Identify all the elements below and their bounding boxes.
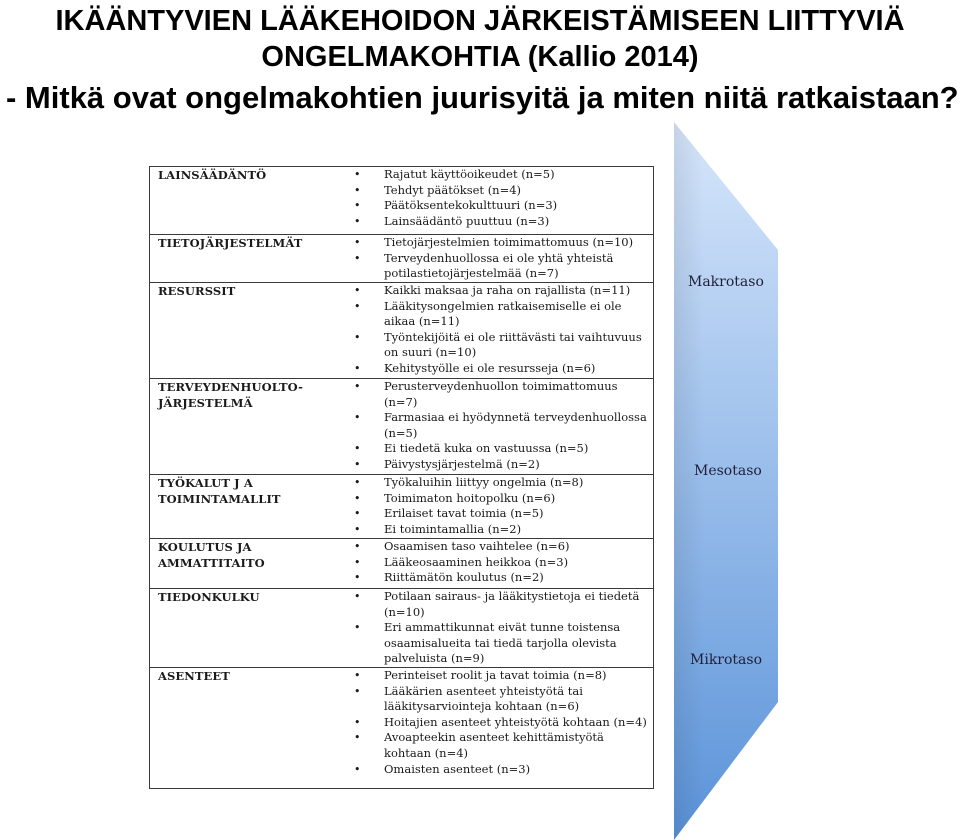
category-label: KOULUTUS JA AMMATTITAITO [158, 540, 265, 570]
issue-item: • Toimimaton hoitopolku (n=6) [346, 491, 653, 507]
level-arrow [674, 122, 780, 840]
issue-item: • Eri ammattikunnat eivät tunne toistensa osaamisalueita tai tiedä tarjolla olevista palveluista (n=9) [346, 620, 653, 667]
category-label: RESURSSIT [158, 284, 236, 298]
issue-item: • Lääkärien asenteet yhteistyötä tai lääkitysarviointeja kohtaan (n=6) [346, 684, 653, 715]
issue-list [346, 589, 653, 667]
category-label: ASENTEET [158, 669, 230, 683]
issue-item: • Osaamisen taso vaihtelee (n=6) [346, 539, 653, 555]
table-section-resurssit [150, 283, 653, 379]
issue-item: • Työkaluihin liittyy ongelmia (n=8) [346, 475, 653, 491]
level-label-meso: Mesotaso [694, 463, 762, 479]
issue-item: • Farmasiaa ei hyödynnetä terveydenhuollossa (n=5) [346, 410, 653, 441]
issue-list [346, 668, 653, 790]
issue-list [346, 475, 653, 538]
table-section-asenteet [150, 668, 653, 790]
issue-item: • Lääkeosaaminen heikkoa (n=3) [346, 555, 653, 571]
issue-item: • Erilaiset tavat toimia (n=5) [346, 506, 653, 522]
issue-item: • Lainsäädäntö puuttuu (n=3) [346, 214, 653, 230]
issue-item: • Kehitystyölle ei ole resursseja (n=6) [346, 361, 653, 377]
issue-item: • Omaisten asenteet (n=3) [346, 762, 653, 778]
category-label: TIEDONKULKU [158, 590, 260, 604]
slide-subtitle: - Mitkä ovat ongelmakohtien juurisyitä ja miten niitä ratkaistaan? [6, 80, 959, 115]
issue-item: • Tehdyt päätökset (n=4) [346, 183, 653, 199]
problem-area-table [149, 166, 654, 789]
issue-list [346, 167, 653, 234]
table-section-lainsaadanto [150, 167, 653, 235]
table-section-tietojarjestelmat [150, 235, 653, 283]
issue-item: • Ei toimintamallia (n=2) [346, 522, 653, 538]
issue-item: • Ei tiedetä kuka on vastuussa (n=5) [346, 441, 653, 457]
table-section-terveydenhuoltojarjestelma [150, 379, 653, 475]
issue-item: • Hoitajien asenteet yhteistyötä kohtaan (n=4) [346, 715, 653, 731]
table-section-koulutus [150, 539, 653, 589]
issue-item: • Tietojärjestelmien toimimattomuus (n=10) [346, 235, 653, 251]
issue-list [346, 235, 653, 282]
issue-item: • Päivystysjärjestelmä (n=2) [346, 457, 653, 473]
table-section-tyokalut [150, 475, 653, 539]
issue-list [346, 379, 653, 474]
issue-item: • Perusterveydenhuollon toimimattomuus (n=7) [346, 379, 653, 410]
level-label-micro: Mikrotaso [690, 652, 763, 668]
arrow-shade [674, 122, 704, 840]
title-line-1: IKÄÄNTYVIEN LÄÄKEHOIDON JÄRKEISTÄMISEEN LIITTYVIÄ [55, 5, 905, 37]
category-label: TYÖKALUT J A TOIMINTAMALLIT [158, 476, 281, 506]
issue-item: • Terveydenhuollossa ei ole yhtä yhteistä potilastietojärjestelmää (n=7) [346, 251, 653, 282]
issue-item: • Rajatut käyttöoikeudet (n=5) [346, 167, 653, 183]
level-label-macro: Makrotaso [688, 274, 764, 290]
issue-item: • Riittämätön koulutus (n=2) [346, 570, 653, 586]
category-label: TIETOJÄRJESTELMÄT [158, 236, 303, 250]
category-label: LAINSÄÄDÄNTÖ [158, 168, 267, 182]
table-section-tiedonkulku [150, 589, 653, 668]
issue-item: • Työntekijöitä ei ole riittävästi tai vaihtuvuus on suuri (n=10) [346, 330, 653, 361]
issue-item: • Kaikki maksaa ja raha on rajallista (n=11) [346, 283, 653, 299]
issue-item: • Perinteiset roolit ja tavat toimia (n=8) [346, 668, 653, 684]
category-label: TERVEYDENHUOLTO-JÄRJESTELMÄ [158, 380, 304, 410]
title-line-2: ONGELMAKOHTIA (Kallio 2014) [261, 41, 699, 73]
issue-item: • Lääkitysongelmien ratkaisemiselle ei ole aikaa (n=11) [346, 299, 653, 330]
issue-list [346, 539, 653, 588]
issue-item: • Päätöksentekokulttuuri (n=3) [346, 198, 653, 214]
issue-item: • Avoapteekin asenteet kehittämistyötä kohtaan (n=4) [346, 730, 653, 761]
issue-list [346, 283, 653, 378]
issue-item: • Potilaan sairaus- ja lääkitystietoja ei tiedetä (n=10) [346, 589, 653, 620]
